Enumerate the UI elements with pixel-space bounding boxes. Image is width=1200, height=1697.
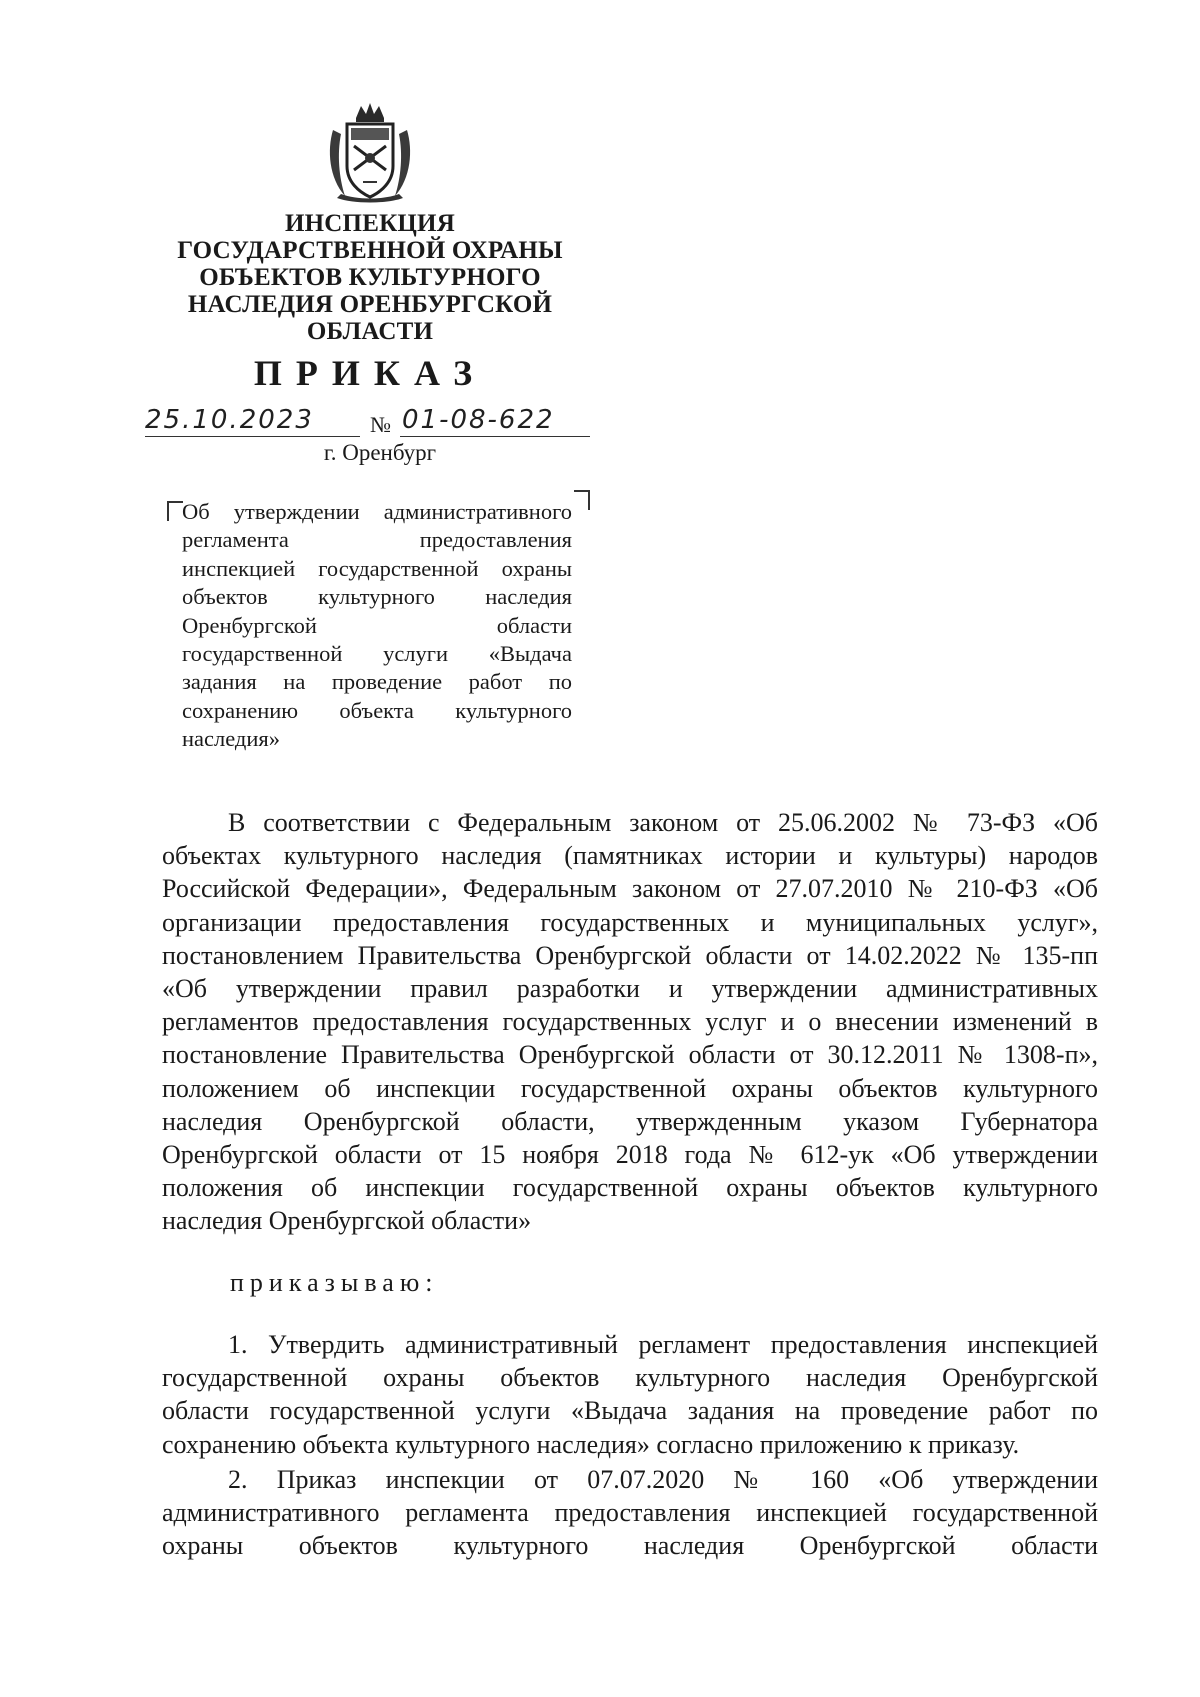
city: г. Оренбург	[323, 440, 437, 465]
subject-bracket-right	[574, 490, 590, 510]
preamble-paragraph	[162, 806, 1098, 1238]
preamble-line: регламентов предоставления государственных услуг и о внесении изменений в	[162, 1007, 1098, 1037]
preamble-line: Оренбургской области от 15 ноября 2018 года № 612-ук «Об утверждении	[162, 1140, 1098, 1170]
item-line: 1. Утвердить административный регламент предоставления инспекцией	[228, 1330, 1098, 1359]
item-line: 2. Приказ инспекции от 07.07.2020 № 160 «Об утверждении	[228, 1465, 1098, 1494]
subject-line: инспекцией государственной охраны	[182, 555, 572, 581]
preamble-line: Российской Федерации», Федеральным законом от 27.07.2010 № 210-ФЗ «Об	[162, 874, 1098, 904]
oblast-coat-of-arms-icon	[323, 100, 417, 204]
subject-line: Об утверждении административного	[182, 499, 572, 524]
date-underline	[145, 436, 360, 437]
subject-line: государственной услуги «Выдача	[182, 641, 572, 667]
preamble-line: объектах культурного наследия (памятниках истории и культуры) народов	[162, 841, 1098, 871]
preamble-line: постановление Правительства Оренбургской области от 30.12.2011 № 1308-п»,	[162, 1040, 1098, 1070]
item-line: государственной охраны объектов культурного наследия Оренбургской	[162, 1363, 1098, 1393]
preamble-line: «Об утверждении правил разработки и утверждении административных	[162, 974, 1098, 1004]
preamble-line: положения об инспекции государственной охраны объектов культурного	[162, 1173, 1098, 1203]
subject-line: наследия»	[182, 726, 281, 752]
number-sign: №	[370, 412, 391, 437]
order-date: 25.10.2023	[145, 405, 314, 435]
subject-line: Оренбургской области	[182, 612, 572, 638]
organization-line: ИНСПЕКЦИЯ	[285, 210, 455, 237]
item-line: области государственной услуги «Выдача задания на проведение работ по	[162, 1396, 1098, 1426]
subject-bracket-left	[167, 501, 183, 521]
organization-line: НАСЛЕДИЯ ОРЕНБУРГСКОЙ	[187, 291, 553, 318]
decree-word: приказываю:	[230, 1268, 439, 1297]
document-type-title: ПРИКАЗ	[253, 353, 487, 393]
preamble-line: В соответствии с Федеральным законом от 25.06.2002 № 73-ФЗ «Об	[228, 808, 1098, 837]
preamble-line: наследия Оренбургской области»	[162, 1206, 532, 1236]
item-line: административного регламента предоставления инспекцией государственной	[162, 1498, 1098, 1528]
item-line: сохранению объекта культурного наследия» согласно приложению к приказу.	[162, 1429, 1020, 1459]
preamble-line: наследия Оренбургской области, утвержденным указом Губернатора	[162, 1106, 1098, 1136]
subject-line: регламента предоставления	[182, 527, 572, 553]
organization-line: ОБЛАСТИ	[306, 318, 434, 345]
item-line: охраны объектов культурного наследия Оренбургской области	[162, 1531, 1098, 1561]
subject-line: задания на проведение работ по	[182, 669, 572, 695]
preamble-line: положением об инспекции государственной охраны объектов культурного	[162, 1073, 1098, 1103]
preamble-line: постановлением Правительства Оренбургской области от 14.02.2022 № 135-пп	[162, 940, 1098, 970]
subject-line: сохранению объекта культурного	[182, 697, 572, 723]
organization-name	[140, 210, 600, 345]
order-item-2	[162, 1463, 1098, 1563]
organization-line: ГОСУДАРСТВЕННОЙ ОХРАНЫ	[177, 237, 563, 264]
subject-line: объектов культурного наследия	[182, 584, 572, 610]
preamble-line: организации предоставления государственных и муниципальных услуг»,	[162, 907, 1098, 937]
order-subject	[182, 498, 572, 754]
organization-line: ОБЪЕКТОВ КУЛЬТУРНОГО	[199, 264, 541, 291]
order-number: 01-08-622	[402, 405, 555, 435]
number-underline	[400, 436, 590, 437]
order-item-1	[162, 1328, 1098, 1461]
